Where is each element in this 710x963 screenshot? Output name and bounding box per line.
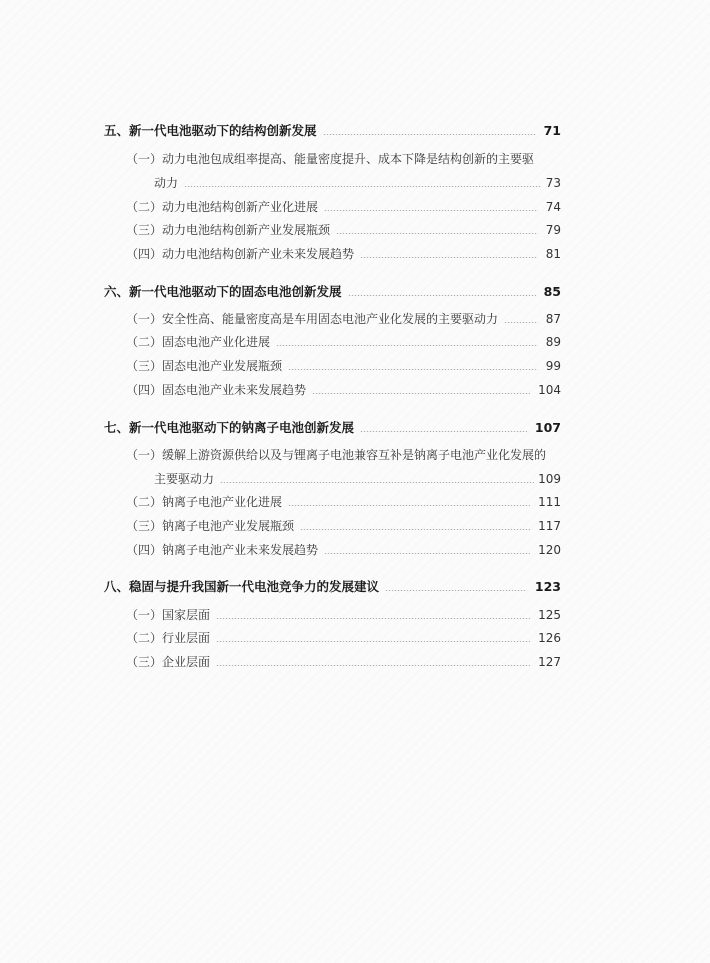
item-marker: （四） bbox=[126, 247, 163, 261]
item-marker: （三） bbox=[126, 519, 163, 533]
leader-dots bbox=[312, 393, 530, 394]
item-marker: （三） bbox=[126, 655, 163, 669]
toc-item-8-1[interactable] bbox=[126, 606, 561, 624]
item-title: 动力电池包成组率提高、能量密度提升、成本下降是结构创新的主要驱 bbox=[162, 152, 535, 166]
toc-item-7-1-line2[interactable] bbox=[154, 470, 561, 488]
toc-item-7-1-line1[interactable] bbox=[126, 446, 561, 464]
page-number: 87 bbox=[545, 312, 561, 326]
page-number: 89 bbox=[545, 335, 561, 349]
leader-dots bbox=[216, 641, 530, 642]
leader-dots bbox=[336, 233, 538, 234]
item-marker: （四） bbox=[126, 383, 163, 397]
toc-section-8[interactable] bbox=[104, 578, 561, 596]
toc-item-8-2[interactable] bbox=[126, 629, 561, 647]
item-title: 缓解上游资源供给以及与锂离子电池兼容互补是钠离子电池产业化发展的 bbox=[162, 448, 547, 462]
item-title: 固态电池产业未来发展趋势 bbox=[162, 383, 307, 397]
page-number: 111 bbox=[538, 495, 561, 509]
item-title: 动力电池结构创新产业未来发展趋势 bbox=[162, 247, 355, 261]
leader-dots bbox=[385, 590, 527, 591]
item-marker: （三） bbox=[126, 223, 163, 237]
page-number: 109 bbox=[538, 472, 561, 486]
leader-dots bbox=[184, 186, 542, 187]
page-number: 125 bbox=[538, 608, 561, 622]
item-marker: （二） bbox=[126, 335, 163, 349]
toc-item-5-3[interactable] bbox=[126, 221, 561, 239]
item-title: 固态电池产业化进展 bbox=[162, 335, 271, 349]
toc-item-8-3[interactable] bbox=[126, 653, 561, 671]
page-number: 127 bbox=[538, 655, 561, 669]
toc-item-6-1[interactable] bbox=[126, 310, 561, 328]
item-title: 动力电池结构创新产业发展瓶颈 bbox=[162, 223, 331, 237]
item-title: 企业层面 bbox=[162, 655, 211, 669]
item-marker: （一） bbox=[126, 608, 163, 622]
item-title: 动力电池结构创新产业化进展 bbox=[162, 200, 319, 214]
item-title: 钠离子电池产业发展瓶颈 bbox=[162, 519, 295, 533]
page-number: 99 bbox=[545, 359, 561, 373]
section-title: 五、新一代电池驱动下的结构创新发展 bbox=[104, 123, 317, 138]
toc-item-5-1-line1[interactable] bbox=[126, 150, 561, 168]
toc-section-5[interactable] bbox=[104, 122, 561, 140]
page-number: 123 bbox=[534, 579, 561, 594]
toc-item-7-3[interactable] bbox=[126, 517, 561, 535]
page-number: 85 bbox=[543, 284, 561, 299]
leader-dots bbox=[324, 210, 538, 211]
leader-dots bbox=[348, 295, 536, 296]
page-number: 117 bbox=[538, 519, 561, 533]
section-title: 七、新一代电池驱动下的钠离子电池创新发展 bbox=[104, 420, 355, 435]
item-marker: （四） bbox=[126, 543, 163, 557]
section-title: 八、稳固与提升我国新一代电池竞争力的发展建议 bbox=[104, 579, 380, 594]
leader-dots bbox=[220, 482, 534, 483]
item-marker: （一） bbox=[126, 312, 163, 326]
toc-item-5-4[interactable] bbox=[126, 245, 561, 263]
toc-item-6-3[interactable] bbox=[126, 357, 561, 375]
toc-section-7[interactable] bbox=[104, 419, 561, 437]
item-title: 国家层面 bbox=[162, 608, 211, 622]
page-number: 71 bbox=[543, 123, 561, 138]
item-marker: （一） bbox=[126, 152, 163, 166]
toc-item-7-4[interactable] bbox=[126, 541, 561, 559]
item-title: 钠离子电池产业化进展 bbox=[162, 495, 283, 509]
leader-dots bbox=[216, 618, 530, 619]
toc-item-5-1-line2[interactable] bbox=[154, 174, 561, 192]
leader-dots bbox=[300, 529, 530, 530]
toc-item-5-2[interactable] bbox=[126, 198, 561, 216]
leader-dots bbox=[504, 322, 538, 323]
toc-section-6[interactable] bbox=[104, 283, 561, 301]
item-title: 行业层面 bbox=[162, 631, 211, 645]
leader-dots bbox=[276, 345, 538, 346]
leader-dots bbox=[288, 369, 538, 370]
item-title-continued: 动力 bbox=[154, 176, 179, 190]
item-title: 钠离子电池产业未来发展趋势 bbox=[162, 543, 319, 557]
leader-dots bbox=[360, 257, 538, 258]
item-marker: （三） bbox=[126, 359, 163, 373]
page-number: 120 bbox=[538, 543, 561, 557]
item-marker: （二） bbox=[126, 495, 163, 509]
page-number: 79 bbox=[545, 223, 561, 237]
leader-dots bbox=[360, 431, 527, 432]
page-number: 74 bbox=[545, 200, 561, 214]
page-number: 81 bbox=[545, 247, 561, 261]
leader-dots bbox=[288, 505, 530, 506]
leader-dots bbox=[216, 665, 530, 666]
toc-item-6-4[interactable] bbox=[126, 381, 561, 399]
section-title: 六、新一代电池驱动下的固态电池创新发展 bbox=[104, 284, 342, 299]
leader-dots bbox=[323, 134, 536, 135]
item-marker: （二） bbox=[126, 631, 163, 645]
item-marker: （二） bbox=[126, 200, 163, 214]
item-title-continued: 主要驱动力 bbox=[154, 472, 215, 486]
item-title: 安全性高、能量密度高是车用固态电池产业化发展的主要驱动力 bbox=[162, 312, 499, 326]
leader-dots bbox=[324, 553, 530, 554]
item-title: 固态电池产业发展瓶颈 bbox=[162, 359, 283, 373]
toc-item-7-2[interactable] bbox=[126, 493, 561, 511]
item-marker: （一） bbox=[126, 448, 163, 462]
page-number: 73 bbox=[545, 176, 561, 190]
page-number: 104 bbox=[538, 383, 561, 397]
toc-item-6-2[interactable] bbox=[126, 333, 561, 351]
page-number: 126 bbox=[538, 631, 561, 645]
page-number: 107 bbox=[534, 420, 561, 435]
